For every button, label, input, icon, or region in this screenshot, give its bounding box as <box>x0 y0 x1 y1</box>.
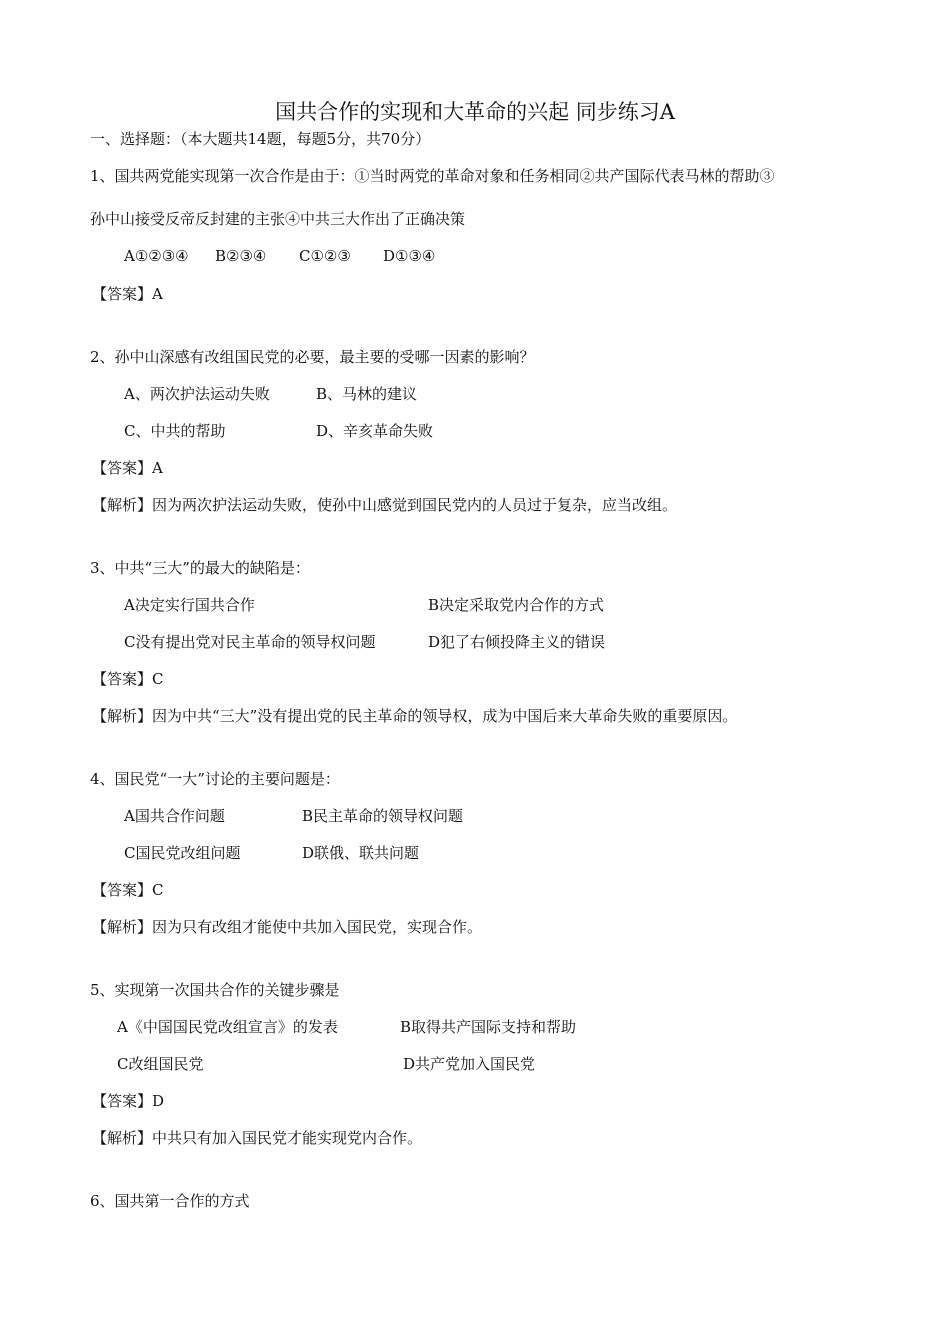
question-4-analysis: 【解析】因为只有改组才能使中共加入国民党，实现合作。 <box>92 918 483 936</box>
question-5-option-b: B取得共产国际支持和帮助 <box>400 1018 577 1036</box>
question-1-stem-line1: 1、国共两党能实现第一次合作是由于：①当时两党的革命对象和任务相同②共产国际代表马林的帮助③ <box>90 167 775 185</box>
question-2-option-c: C、中共的帮助 <box>124 422 226 440</box>
section-header: 一、选择题：（本大题共14题，每题5分，共70分） <box>90 130 431 148</box>
question-3-option-c: C没有提出党对民主革命的领导权问题 <box>124 633 376 651</box>
question-1-option-d: D①③④ <box>383 247 436 265</box>
question-1-stem-line2: 孙中山接受反帝反封建的主张④中共三大作出了正确决策 <box>90 210 466 228</box>
page-title: 国共合作的实现和大革命的兴起 同步练习A <box>275 100 675 124</box>
question-1-answer: 【答案】A <box>92 285 163 303</box>
question-4-option-b: B民主革命的领导权问题 <box>302 807 464 825</box>
question-5-option-a: A《中国国民党改组宣言》的发表 <box>117 1018 338 1036</box>
question-4-option-a: A国共合作问题 <box>124 807 225 825</box>
question-5-analysis: 【解析】中共只有加入国民党才能实现党内合作。 <box>92 1129 423 1147</box>
question-4-stem: 4、国民党“一大”讨论的主要问题是： <box>90 770 340 788</box>
question-4-option-c: C国民党改组问题 <box>124 844 241 862</box>
question-2-option-d: D、辛亥革命失败 <box>316 422 434 440</box>
question-3-answer: 【答案】C <box>92 670 164 688</box>
question-6-stem: 6、国共第一合作的方式 <box>90 1192 250 1210</box>
question-4-answer: 【答案】C <box>92 881 164 899</box>
question-5-answer: 【答案】D <box>92 1092 165 1110</box>
question-2-stem: 2、孙中山深感有改组国民党的必要，最主要的受哪一因素的影响？ <box>90 348 535 366</box>
question-3-stem: 3、中共“三大”的最大的缺陷是： <box>90 559 310 577</box>
question-1-option-c: C①②③ <box>299 247 351 265</box>
question-4-option-d: D联俄、联共问题 <box>302 844 420 862</box>
question-3-option-b: B决定采取党内合作的方式 <box>428 596 605 614</box>
question-2-analysis: 【解析】因为两次护法运动失败，使孙中山感觉到国民党内的人员过于复杂，应当改组。 <box>92 496 678 514</box>
question-2-option-a: A、两次护法运动失败 <box>124 385 270 403</box>
question-1-option-b: B②③④ <box>215 247 267 265</box>
question-2-answer: 【答案】A <box>92 459 163 477</box>
question-1-option-a: A①②③④ <box>124 247 189 265</box>
question-2-option-b: B、马林的建议 <box>316 385 418 403</box>
question-5-stem: 5、实现第一次国共合作的关键步骤是 <box>90 981 340 999</box>
question-3-option-d: D犯了右倾投降主义的错误 <box>428 633 606 651</box>
question-5-option-d: D共产党加入国民党 <box>403 1055 536 1073</box>
question-3-analysis: 【解析】因为中共“三大”没有提出党的民主革命的领导权，成为中国后来大革命失败的重要原因。 <box>92 707 738 725</box>
question-5-option-c: C改组国民党 <box>117 1055 204 1073</box>
question-3-option-a: A决定实行国共合作 <box>124 596 255 614</box>
